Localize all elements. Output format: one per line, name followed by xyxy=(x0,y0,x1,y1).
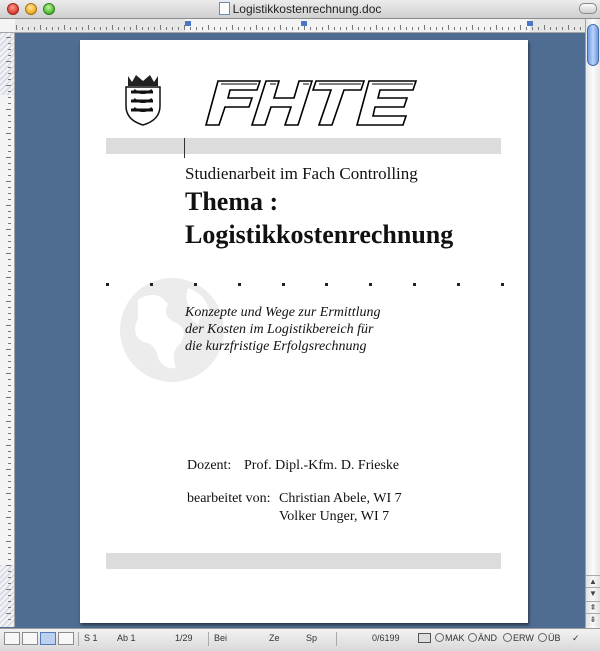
ruler-tick xyxy=(6,613,11,614)
ruler-tick xyxy=(8,409,11,410)
ruler-tick xyxy=(8,577,11,578)
ruler-tick xyxy=(8,307,11,308)
ruler-tick xyxy=(8,187,11,188)
dozent-label: Dozent: xyxy=(187,458,232,473)
ruler-tick xyxy=(8,223,11,224)
ruler-tick xyxy=(334,27,335,30)
ruler-tick xyxy=(8,481,11,482)
ruler-tick xyxy=(8,199,11,200)
ruler-tick xyxy=(8,619,11,620)
ruler-tick xyxy=(8,295,11,296)
subtitle-line-3: die kurzfristige Erfolgsrechnung xyxy=(185,339,367,354)
subtitle-line-2: der Kosten im Logistikbereich für xyxy=(185,322,374,337)
ruler-tick xyxy=(8,175,11,176)
ruler-tick xyxy=(8,163,11,164)
horizontal-ruler[interactable] xyxy=(0,19,585,33)
ruler-tick xyxy=(6,469,11,470)
ruler-tick xyxy=(6,517,11,518)
ruler-tick xyxy=(8,511,11,512)
spellcheck-icon[interactable]: ✓ xyxy=(572,633,580,643)
ruler-tick xyxy=(556,27,557,30)
ruler-tick xyxy=(478,27,479,30)
ruler-tick xyxy=(8,343,11,344)
ruler-tick xyxy=(442,27,443,30)
ruler-tick xyxy=(8,451,11,452)
ruler-tick xyxy=(8,355,11,356)
ruler-tick xyxy=(16,25,17,30)
ruler-tick xyxy=(8,403,11,404)
fhte-logo xyxy=(204,78,418,128)
ruler-tick xyxy=(8,319,11,320)
ruler-tick xyxy=(8,193,11,194)
ruler-tick xyxy=(370,27,371,30)
ruler-tick xyxy=(6,157,11,158)
line-indicator: Ze xyxy=(269,633,280,643)
ruler-tick xyxy=(8,535,11,536)
ruler-tick xyxy=(8,433,11,434)
macro-mode-toggle[interactable]: MAK xyxy=(435,633,465,643)
ruler-tick xyxy=(568,25,569,30)
ruler-tick xyxy=(6,397,11,398)
ruler-tick xyxy=(8,523,11,524)
ruler-tick xyxy=(544,25,545,30)
ruler-tick xyxy=(6,373,11,374)
ruler-tick xyxy=(58,27,59,30)
ruler-tick xyxy=(202,27,203,30)
dozent-name: Prof. Dipl.-Kfm. D. Frieske xyxy=(244,458,400,473)
radio-icon xyxy=(435,633,444,642)
header-band xyxy=(106,138,501,154)
ruler-tick xyxy=(6,493,11,494)
bearbeitet-label: bearbeitet von: xyxy=(187,491,271,506)
footer-band xyxy=(106,553,501,569)
vertical-scrollbar[interactable] xyxy=(585,19,600,628)
notebook-view-button[interactable] xyxy=(58,632,74,645)
ruler-tick xyxy=(8,475,11,476)
ruler-tick xyxy=(172,27,173,30)
section-indicator: S 1 xyxy=(84,633,98,643)
ruler-tick xyxy=(508,27,509,30)
next-page-button[interactable]: ⇟ xyxy=(586,613,600,626)
ruler-tick xyxy=(106,27,107,30)
scroll-thumb[interactable] xyxy=(587,24,599,66)
vertical-ruler[interactable] xyxy=(0,33,15,627)
ruler-tick xyxy=(226,27,227,30)
ruler-tick xyxy=(46,27,47,30)
ruler-tick xyxy=(6,37,11,38)
ruler-tick xyxy=(196,27,197,30)
ruler-tick xyxy=(532,27,533,30)
ruler-tick xyxy=(8,367,11,368)
ruler-tick xyxy=(142,27,143,30)
ruler-tick xyxy=(8,103,11,104)
ruler-tick xyxy=(124,27,125,30)
ruler-tick xyxy=(148,27,149,30)
title-bar xyxy=(0,0,600,19)
ruler-tick xyxy=(154,27,155,30)
ruler-tick xyxy=(70,27,71,30)
ruler-tick xyxy=(8,247,11,248)
ruler-tick xyxy=(94,27,95,30)
ruler-tick xyxy=(8,73,11,74)
ruler-tick xyxy=(238,27,239,30)
ruler-tick xyxy=(208,25,209,30)
ruler-tick xyxy=(64,25,65,30)
ruler-tick xyxy=(8,337,11,338)
ruler-tick xyxy=(8,121,11,122)
page-indicator: 1/29 xyxy=(175,633,193,643)
scroll-up-arrow[interactable]: ▲ xyxy=(586,575,600,588)
ruler-tick xyxy=(8,151,11,152)
ruler-tick xyxy=(328,25,329,30)
ruler-tick xyxy=(130,27,131,30)
thema-label: Thema : xyxy=(185,187,279,216)
ruler-tick xyxy=(250,27,251,30)
ruler-tick xyxy=(190,27,191,30)
ruler-tick xyxy=(8,217,11,218)
ruler-tick xyxy=(352,25,353,30)
ruler-tick xyxy=(514,27,515,30)
ruler-tick xyxy=(346,27,347,30)
indent-marker[interactable] xyxy=(185,21,191,26)
ruler-tick xyxy=(6,541,11,542)
ruler-tick xyxy=(562,27,563,30)
ruler-tick xyxy=(8,595,11,596)
ruler-tick xyxy=(6,133,11,134)
right-indent-marker[interactable] xyxy=(527,21,533,26)
ruler-tick xyxy=(8,265,11,266)
ruler-tick xyxy=(8,571,11,572)
ruler-tick xyxy=(340,27,341,30)
ruler-margin-bottom xyxy=(0,565,14,627)
word-count-indicator: 0/6199 xyxy=(372,633,400,643)
ruler-tick xyxy=(166,27,167,30)
ruler-tick xyxy=(286,27,287,30)
ruler-tick xyxy=(322,27,323,30)
ruler-tick xyxy=(6,205,11,206)
ruler-tick xyxy=(298,27,299,30)
ruler-tick xyxy=(292,27,293,30)
ruler-tick xyxy=(6,253,11,254)
ruler-tick xyxy=(8,55,11,56)
radio-icon xyxy=(468,633,477,642)
radio-icon xyxy=(503,633,512,642)
ruler-tick xyxy=(6,589,11,590)
tab-stop-marker[interactable] xyxy=(301,21,307,26)
document-icon xyxy=(219,2,230,15)
paragraph-indicator: Ab 1 xyxy=(117,633,136,643)
ruler-tick xyxy=(160,25,161,30)
ruler-tick xyxy=(8,463,11,464)
ruler-tick xyxy=(520,25,521,30)
ruler-tick xyxy=(6,421,11,422)
ruler-tick xyxy=(8,583,11,584)
ruler-tick xyxy=(406,27,407,30)
ruler-tick xyxy=(418,27,419,30)
ruler-tick xyxy=(580,27,581,30)
toolbar-toggle-button[interactable] xyxy=(579,3,597,14)
ruler-tick xyxy=(8,457,11,458)
ruler-tick xyxy=(6,85,11,86)
ruler-tick xyxy=(6,325,11,326)
ruler-tick xyxy=(424,25,425,30)
ruler-tick xyxy=(8,427,11,428)
ruler-tick xyxy=(8,439,11,440)
ruler-tick xyxy=(8,115,11,116)
ruler-tick xyxy=(8,601,11,602)
author-2: Volker Unger, WI 7 xyxy=(279,509,390,524)
ruler-tick xyxy=(8,49,11,50)
column-indicator: Sp xyxy=(306,633,318,643)
ruler-tick xyxy=(484,27,485,30)
ruler-tick xyxy=(82,27,83,30)
ruler-tick xyxy=(550,27,551,30)
ruler-tick xyxy=(526,27,527,30)
dotted-separator xyxy=(106,283,504,286)
ruler-tick xyxy=(8,169,11,170)
ruler-tick xyxy=(8,271,11,272)
ruler-tick xyxy=(8,139,11,140)
ruler-tick xyxy=(6,109,11,110)
ruler-tick xyxy=(6,349,11,350)
ruler-tick xyxy=(112,25,113,30)
ruler-tick xyxy=(40,25,41,30)
ruler-tick xyxy=(8,499,11,500)
document-page[interactable] xyxy=(80,40,528,623)
ruler-tick xyxy=(8,289,11,290)
ruler-tick xyxy=(460,27,461,30)
book-icon xyxy=(418,633,431,643)
ruler-tick xyxy=(394,27,395,30)
ruler-tick xyxy=(8,331,11,332)
ruler-tick xyxy=(8,361,11,362)
text-cursor xyxy=(184,138,185,158)
ruler-tick xyxy=(8,259,11,260)
previous-page-button[interactable]: ⇞ xyxy=(586,601,600,614)
ruler-tick xyxy=(6,301,11,302)
ruler-tick xyxy=(280,25,281,30)
ruler-tick xyxy=(136,25,137,30)
ruler-tick xyxy=(8,97,11,98)
ruler-tick xyxy=(8,415,11,416)
ruler-tick xyxy=(8,553,11,554)
ruler-tick xyxy=(8,127,11,128)
ruler-tick xyxy=(274,27,275,30)
ruler-tick xyxy=(8,79,11,80)
ruler-tick xyxy=(8,547,11,548)
ruler-tick xyxy=(8,391,11,392)
ruler-tick xyxy=(8,313,11,314)
recording-indicator[interactable] xyxy=(418,633,433,644)
ruler-tick xyxy=(490,27,491,30)
ruler-tick xyxy=(262,27,263,30)
window-title xyxy=(0,2,600,16)
ruler-tick xyxy=(214,27,215,30)
ruler-tick xyxy=(472,25,473,30)
ruler-tick xyxy=(8,385,11,386)
ruler-tick xyxy=(436,27,437,30)
ruler-tick xyxy=(76,27,77,30)
ruler-tick xyxy=(8,559,11,560)
ruler-tick xyxy=(376,25,377,30)
ruler-tick xyxy=(22,27,23,30)
ruler-tick xyxy=(8,235,11,236)
ruler-tick xyxy=(244,27,245,30)
ruler-tick xyxy=(8,67,11,68)
ruler-tick xyxy=(6,445,11,446)
ruler-tick xyxy=(100,27,101,30)
ruler-tick xyxy=(268,27,269,30)
window-title-text: Logistikkostenrechnung.doc xyxy=(232,2,382,16)
ruler-tick xyxy=(232,25,233,30)
ruler-tick xyxy=(388,27,389,30)
ruler-tick xyxy=(6,61,11,62)
outline-view-button[interactable] xyxy=(22,632,38,645)
subtitle-line-1: Konzepte und Wege zur Ermittlung xyxy=(185,305,381,320)
ruler-tick xyxy=(34,27,35,30)
ruler-tick xyxy=(8,43,11,44)
track-changes-toggle[interactable]: ÄND xyxy=(468,633,497,643)
ruler-tick xyxy=(178,27,179,30)
ruler-tick xyxy=(118,27,119,30)
ruler-tick xyxy=(8,145,11,146)
overtype-toggle[interactable]: ÜB xyxy=(538,633,561,643)
ruler-tick xyxy=(8,91,11,92)
ruler-tick xyxy=(574,27,575,30)
ruler-tick xyxy=(358,27,359,30)
radio-icon xyxy=(538,633,547,642)
ruler-tick xyxy=(8,379,11,380)
ruler-margin-right xyxy=(530,19,585,32)
status-bar xyxy=(0,628,600,651)
ruler-tick xyxy=(8,211,11,212)
ruler-tick xyxy=(316,27,317,30)
page-layout-view-button[interactable] xyxy=(40,632,56,645)
ruler-tick xyxy=(310,27,311,30)
ruler-tick xyxy=(6,229,11,230)
thema-value: Logistikkostenrechnung xyxy=(185,220,454,249)
ruler-tick xyxy=(8,283,11,284)
ruler-tick xyxy=(502,27,503,30)
ruler-tick xyxy=(400,25,401,30)
ruler-tick xyxy=(364,27,365,30)
ruler-tick xyxy=(6,565,11,566)
ruler-tick xyxy=(8,241,11,242)
ruler-tick xyxy=(466,27,467,30)
ruler-tick xyxy=(430,27,431,30)
ruler-tick xyxy=(382,27,383,30)
ruler-tick xyxy=(88,25,89,30)
scroll-down-arrow[interactable]: ▼ xyxy=(586,587,600,600)
ruler-tick xyxy=(52,27,53,30)
ruler-tick xyxy=(412,27,413,30)
ruler-tick xyxy=(6,181,11,182)
ruler-tick xyxy=(538,27,539,30)
ruler-tick xyxy=(454,27,455,30)
ruler-tick xyxy=(6,277,11,278)
author-1: Christian Abele, WI 7 xyxy=(279,491,402,506)
ruler-tick xyxy=(220,27,221,30)
ruler-tick xyxy=(8,505,11,506)
ruler-tick xyxy=(8,487,11,488)
extend-selection-toggle[interactable]: ERW xyxy=(503,633,534,643)
normal-view-button[interactable] xyxy=(4,632,20,645)
ruler-tick xyxy=(496,25,497,30)
ruler-tick xyxy=(448,25,449,30)
ruler-tick xyxy=(28,27,29,30)
position-indicator: Bei xyxy=(214,633,228,643)
ruler-tick xyxy=(8,607,11,608)
ruler-tick xyxy=(256,25,257,30)
ruler-tick xyxy=(8,529,11,530)
subject-line: Studienarbeit im Fach Controlling xyxy=(185,164,418,183)
coat-of-arms-logo xyxy=(124,74,162,126)
